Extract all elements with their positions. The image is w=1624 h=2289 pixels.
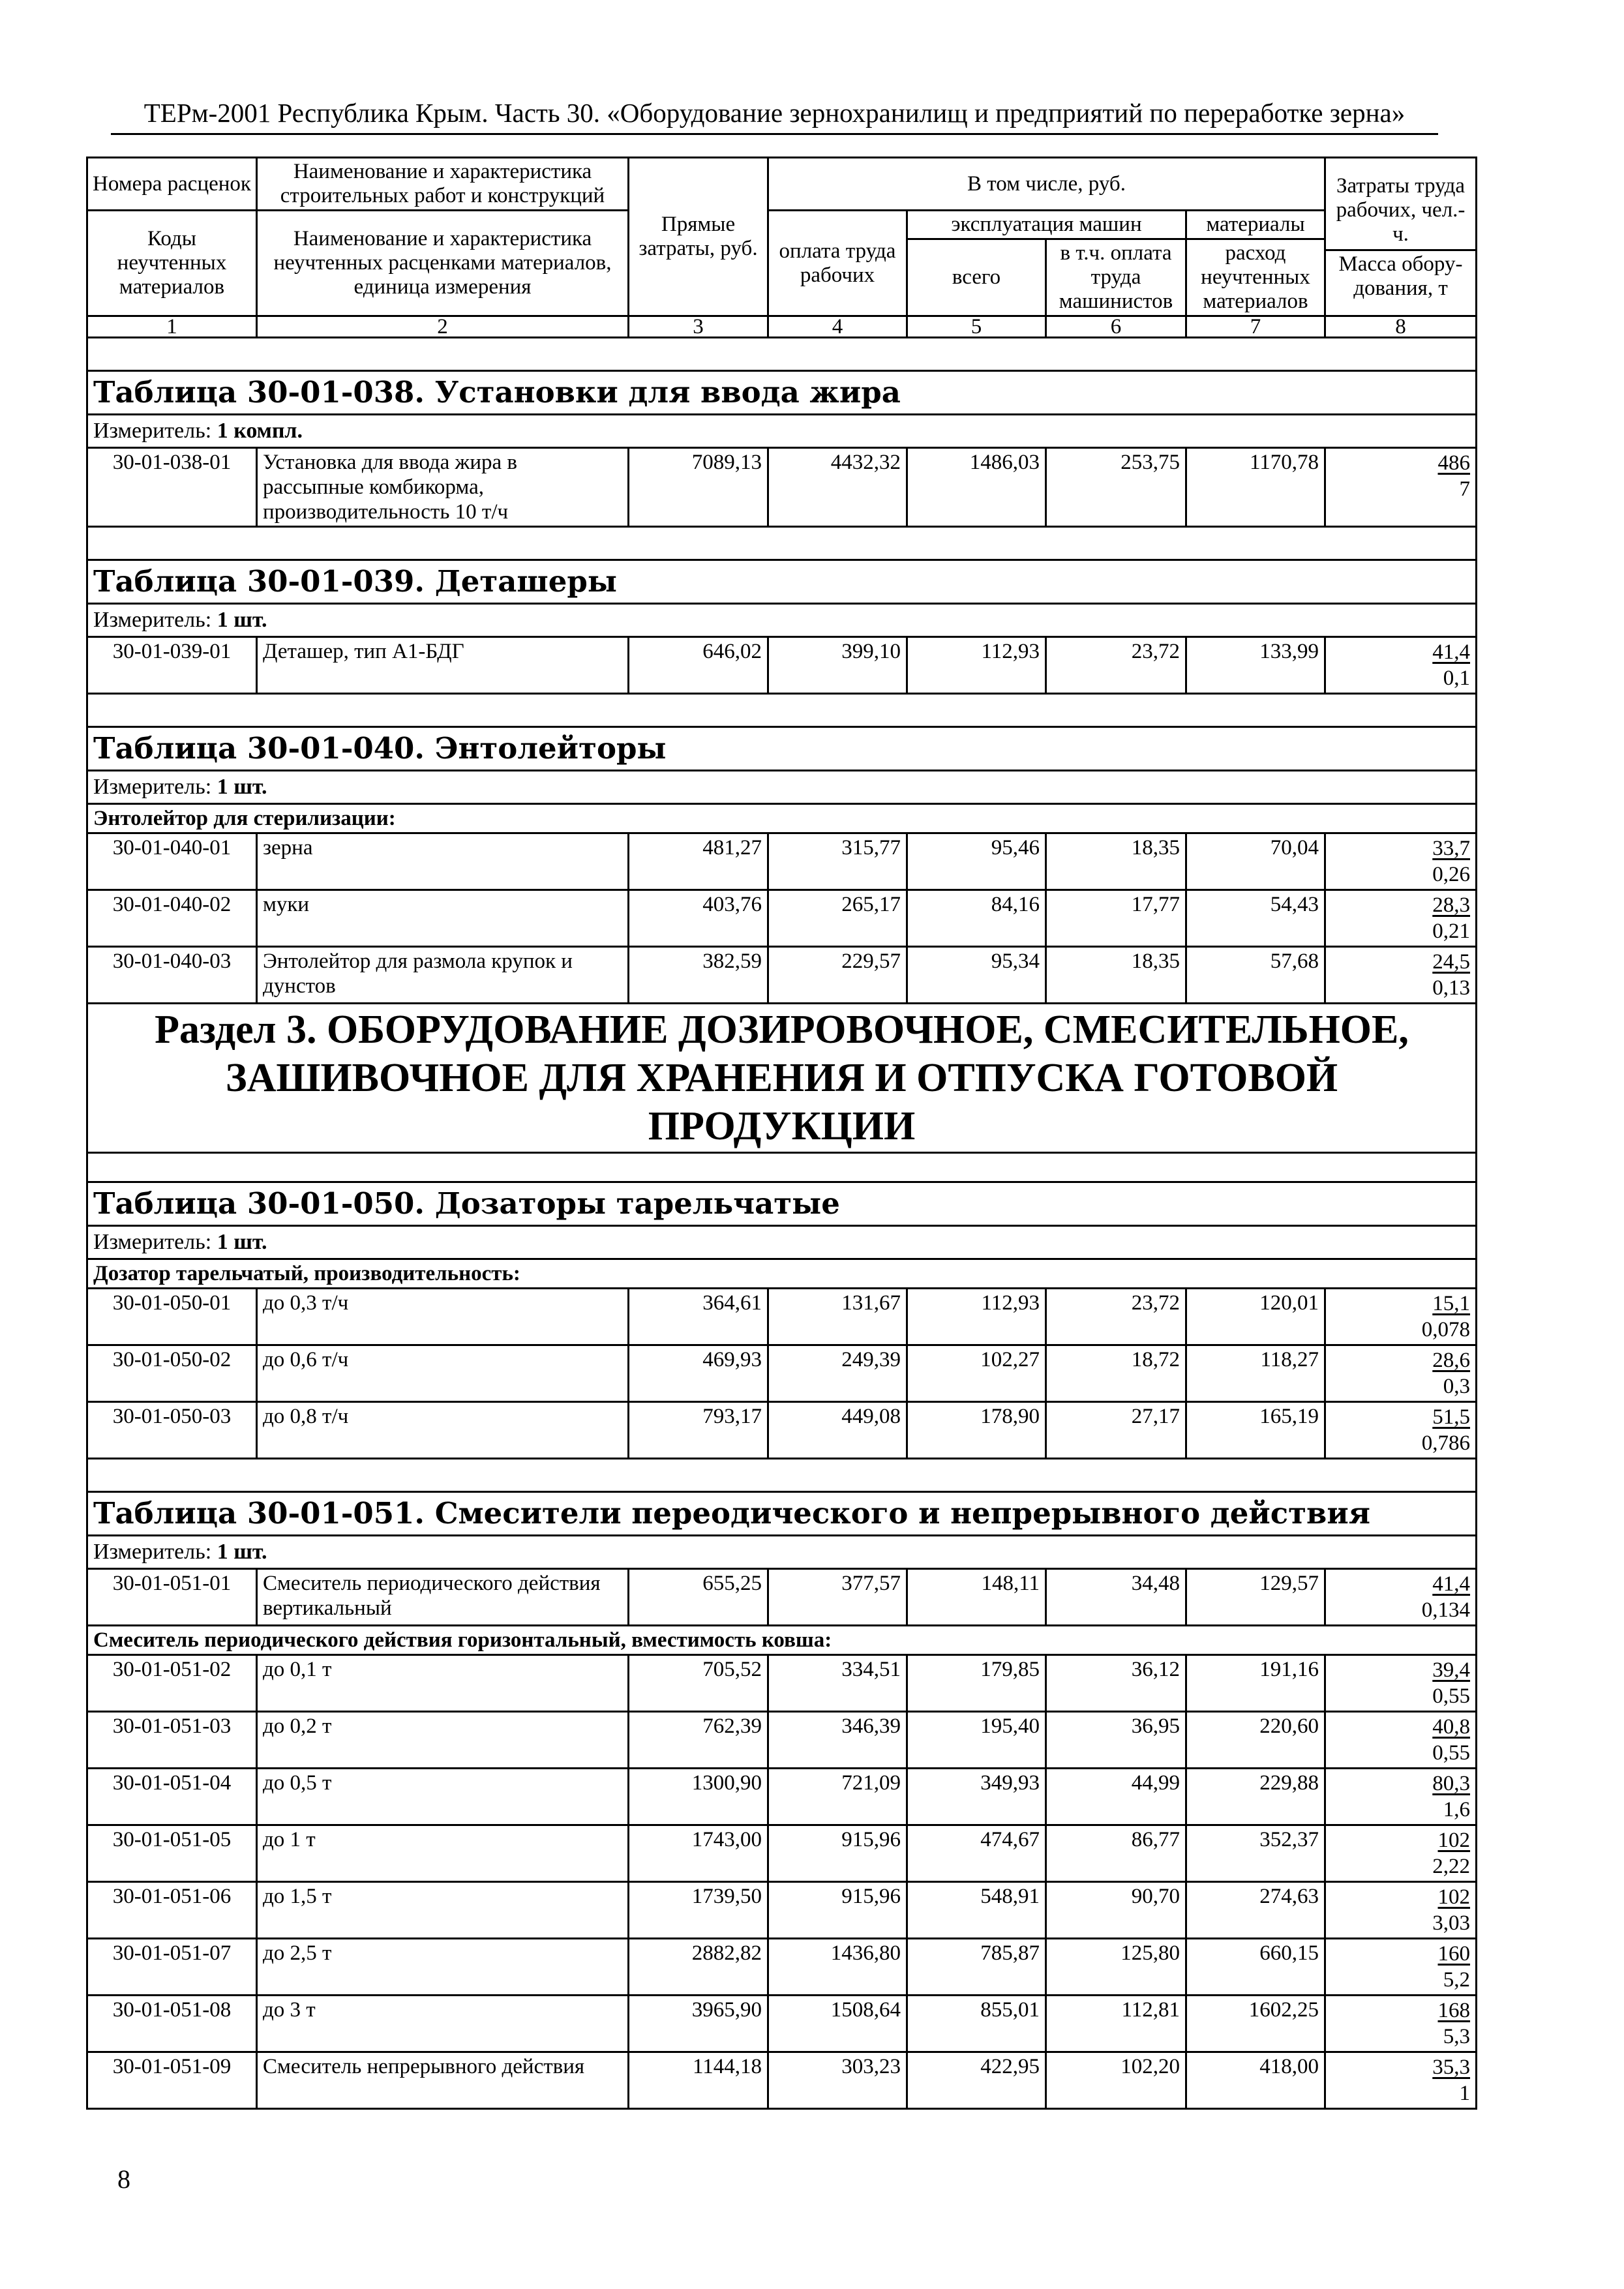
column-number: 3 (629, 316, 768, 338)
rate-name: до 2,5 т (257, 1939, 629, 1996)
rate-name: Установка для ввода жира в рассыпные комбикорма, производительность 10 т/ч (257, 448, 629, 527)
direct-costs: 1144,18 (629, 2052, 768, 2109)
operator-wages: 34,48 (1046, 1569, 1186, 1626)
rate-name: до 3 т (257, 1996, 629, 2052)
operator-wages: 253,75 (1046, 448, 1186, 527)
header-including: В том числе, руб. (768, 158, 1325, 211)
labor-costs: 102 (1437, 1885, 1471, 1909)
labor-mass-cell (1325, 1712, 1477, 1769)
direct-costs: 7089,13 (629, 448, 768, 527)
rate-name: Деташер, тип А1-БДГ (257, 637, 629, 694)
measure-row (87, 604, 1477, 637)
materials-cost: 133,99 (1186, 637, 1325, 694)
direct-costs: 2882,82 (629, 1939, 768, 1996)
table-row (87, 1996, 1477, 2052)
table-row (87, 1402, 1477, 1459)
machines-total: 102,27 (907, 1345, 1046, 1402)
rates-table (86, 157, 1477, 2110)
rates-table-body (87, 158, 1477, 2109)
operator-wages: 44,99 (1046, 1769, 1186, 1825)
table-row (87, 1712, 1477, 1769)
direct-costs: 403,76 (629, 890, 768, 947)
materials-cost: 165,19 (1186, 1402, 1325, 1459)
measure-label: Измеритель: (93, 775, 212, 799)
materials-cost: 220,60 (1186, 1712, 1325, 1769)
table-row (87, 890, 1477, 947)
operator-wages: 27,17 (1046, 1402, 1186, 1459)
rate-code: 30-01-051-01 (87, 1569, 257, 1626)
rate-name: Смеситель непрерывного действия (257, 2052, 629, 2109)
spacer (87, 338, 1477, 371)
machines-total: 422,95 (907, 2052, 1046, 2109)
labor-costs: 486 (1437, 451, 1471, 475)
worker-wages: 1436,80 (768, 1939, 907, 1996)
labor-costs: 35,3 (1432, 2056, 1471, 2079)
worker-wages: 1508,64 (768, 1996, 907, 2052)
spacer-row (87, 527, 1477, 560)
rate-code: 30-01-051-03 (87, 1712, 257, 1769)
machines-total: 112,93 (907, 1289, 1046, 1345)
worker-wages: 915,96 (768, 1825, 907, 1882)
measure-label: Измеритель: (93, 419, 212, 443)
labor-costs: 41,4 (1432, 640, 1471, 664)
rate-name: Энтолейтор для размола крупок и дунстов (257, 947, 629, 1004)
worker-wages: 721,09 (768, 1769, 907, 1825)
worker-wages: 265,17 (768, 890, 907, 947)
table-title: Таблица 30-01-051. Смесители переодического и непрерывного действия (87, 1492, 1477, 1536)
measure-value: 1 компл. (217, 419, 303, 443)
labor-mass-cell (1325, 637, 1477, 694)
rate-code: 30-01-051-06 (87, 1882, 257, 1939)
machines-total: 548,91 (907, 1882, 1046, 1939)
equipment-mass: 2,22 (1432, 1855, 1471, 1878)
spacer-row (87, 694, 1477, 727)
measure-unit (87, 415, 1477, 448)
table-row (87, 1345, 1477, 1402)
table-row (87, 1289, 1477, 1345)
labor-mass-cell (1325, 2052, 1477, 2109)
rate-name: до 1,5 т (257, 1882, 629, 1939)
column-number: 4 (768, 316, 907, 338)
spacer-row (87, 338, 1477, 371)
operator-wages: 36,95 (1046, 1712, 1186, 1769)
spacer (87, 694, 1477, 727)
direct-costs: 1739,50 (629, 1882, 768, 1939)
rate-name: до 0,6 т/ч (257, 1345, 629, 1402)
group-row (87, 1626, 1477, 1655)
operator-wages: 125,80 (1046, 1939, 1186, 1996)
spacer-row (87, 1153, 1477, 1182)
measure-value: 1 шт. (217, 1230, 267, 1254)
machines-total: 1486,03 (907, 448, 1046, 527)
direct-costs: 1300,90 (629, 1769, 768, 1825)
rate-code: 30-01-038-01 (87, 448, 257, 527)
materials-cost: 129,57 (1186, 1569, 1325, 1626)
measure-unit (87, 1226, 1477, 1259)
rate-code: 30-01-051-08 (87, 1996, 257, 2052)
column-numbers-row (87, 316, 1477, 338)
labor-mass-cell (1325, 1655, 1477, 1712)
operator-wages: 90,70 (1046, 1882, 1186, 1939)
worker-wages: 334,51 (768, 1655, 907, 1712)
labor-costs: 80,3 (1432, 1772, 1471, 1795)
table-row (87, 448, 1477, 527)
header-materials: материалы (1186, 211, 1325, 239)
labor-mass-cell (1325, 1569, 1477, 1626)
labor-mass-cell (1325, 833, 1477, 890)
materials-cost: 1602,25 (1186, 1996, 1325, 2052)
measure-label: Измеритель: (93, 608, 212, 632)
direct-costs: 364,61 (629, 1289, 768, 1345)
header-rate-numbers: Номера расценок (87, 158, 257, 211)
direct-costs: 481,27 (629, 833, 768, 890)
table-row (87, 637, 1477, 694)
machines-total: 855,01 (907, 1996, 1046, 2052)
rate-name: до 0,2 т (257, 1712, 629, 1769)
operator-wages: 23,72 (1046, 637, 1186, 694)
column-number: 8 (1325, 316, 1477, 338)
direct-costs: 3965,90 (629, 1996, 768, 2052)
rate-code: 30-01-051-04 (87, 1769, 257, 1825)
machines-total: 179,85 (907, 1655, 1046, 1712)
measure-unit (87, 771, 1477, 804)
page-header: ТЕРм-2001 Республика Крым. Часть 30. «Оборудование зернохранилищ и предприятий по переработке зерна» (111, 97, 1438, 135)
labor-costs: 40,8 (1432, 1715, 1471, 1739)
measure-unit (87, 1536, 1477, 1569)
labor-mass-cell (1325, 1939, 1477, 1996)
worker-wages: 4432,32 (768, 448, 907, 527)
header-row-2 (87, 211, 1477, 239)
equipment-mass: 0,078 (1421, 1318, 1471, 1341)
operator-wages: 36,12 (1046, 1655, 1186, 1712)
machines-total: 474,67 (907, 1825, 1046, 1882)
table-row (87, 1769, 1477, 1825)
machines-total: 195,40 (907, 1712, 1046, 1769)
materials-cost: 191,16 (1186, 1655, 1325, 1712)
worker-wages: 131,67 (768, 1289, 907, 1345)
equipment-mass: 0,55 (1432, 1741, 1471, 1765)
measure-label: Измеритель: (93, 1230, 212, 1254)
labor-mass-cell (1325, 1825, 1477, 1882)
rate-name: до 0,1 т (257, 1655, 629, 1712)
group-row (87, 804, 1477, 833)
labor-mass-cell (1325, 1289, 1477, 1345)
table-title-row (87, 371, 1477, 415)
measure-value: 1 шт. (217, 608, 267, 632)
table-row (87, 947, 1477, 1004)
equipment-mass: 3,03 (1432, 1911, 1471, 1935)
worker-wages: 449,08 (768, 1402, 907, 1459)
spacer (87, 1153, 1477, 1182)
labor-costs: 41,4 (1432, 1572, 1471, 1596)
equipment-mass: 1,6 (1443, 1798, 1471, 1821)
worker-wages: 229,57 (768, 947, 907, 1004)
materials-cost: 54,43 (1186, 890, 1325, 947)
labor-costs: 168 (1437, 1999, 1471, 2022)
table-row (87, 1569, 1477, 1626)
table-row (87, 1882, 1477, 1939)
worker-wages: 346,39 (768, 1712, 907, 1769)
table-row (87, 1655, 1477, 1712)
header-worker-wages: оплата труда рабочих (768, 211, 907, 316)
section-heading-line-2: ЗАШИВОЧНОЕ ДЛЯ ХРАНЕНИЯ И ОТПУСКА ГОТОВОЙ ПРОДУКЦИИ (225, 1056, 1338, 1148)
operator-wages: 18,35 (1046, 833, 1186, 890)
rate-name: до 0,3 т/ч (257, 1289, 629, 1345)
table-title: Таблица 30-01-039. Деташеры (87, 560, 1477, 604)
equipment-mass: 5,3 (1443, 2025, 1471, 2048)
rate-name: до 1 т (257, 1825, 629, 1882)
worker-wages: 315,77 (768, 833, 907, 890)
rate-name: до 0,8 т/ч (257, 1402, 629, 1459)
machines-total: 349,93 (907, 1769, 1046, 1825)
materials-cost: 660,15 (1186, 1939, 1325, 1996)
header-material-names: Наименование и характеристика неучтенных расценками материалов, единица измерения (257, 211, 629, 316)
column-number: 7 (1186, 316, 1325, 338)
labor-costs: 102 (1437, 1829, 1471, 1852)
materials-cost: 418,00 (1186, 2052, 1325, 2109)
materials-cost: 1170,78 (1186, 448, 1325, 527)
column-number: 5 (907, 316, 1046, 338)
table-row (87, 2052, 1477, 2109)
labor-costs: 160 (1437, 1942, 1471, 1966)
labor-mass-cell (1325, 1882, 1477, 1939)
machines-total: 148,11 (907, 1569, 1046, 1626)
direct-costs: 382,59 (629, 947, 768, 1004)
materials-cost: 70,04 (1186, 833, 1325, 890)
operator-wages: 102,20 (1046, 2052, 1186, 2109)
header-unaccounted-materials: расход неучтенных материалов (1186, 239, 1325, 316)
header-labor-costs: Затраты труда рабочих, чел.-ч. (1336, 174, 1466, 246)
materials-cost: 229,88 (1186, 1769, 1325, 1825)
operator-wages: 17,77 (1046, 890, 1186, 947)
labor-costs: 28,3 (1432, 893, 1471, 917)
spacer-row (87, 1459, 1477, 1492)
table-row (87, 1939, 1477, 1996)
rate-code: 30-01-050-02 (87, 1345, 257, 1402)
labor-mass-cell (1325, 1402, 1477, 1459)
labor-costs: 51,5 (1432, 1405, 1471, 1429)
measure-label: Измеритель: (93, 1540, 212, 1564)
rate-name: Смеситель периодического действия вертикальный (257, 1569, 629, 1626)
equipment-mass: 0,3 (1443, 1375, 1471, 1398)
direct-costs: 646,02 (629, 637, 768, 694)
header-equipment-mass: Масса обору-дования, т (1326, 249, 1475, 302)
measure-row (87, 415, 1477, 448)
rate-code: 30-01-051-09 (87, 2052, 257, 2109)
table-title: Таблица 30-01-038. Установки для ввода жира (87, 371, 1477, 415)
column-number: 6 (1046, 316, 1186, 338)
labor-costs: 24,5 (1432, 950, 1471, 974)
materials-cost: 274,63 (1186, 1882, 1325, 1939)
rate-code: 30-01-051-07 (87, 1939, 257, 1996)
group-title: Смеситель периодического действия горизонтальный, вместимость ковша: (87, 1626, 1477, 1655)
direct-costs: 655,25 (629, 1569, 768, 1626)
header-work-name: Наименование и характеристика строительных работ и конструкций (257, 158, 629, 211)
column-number: 2 (257, 316, 629, 338)
equipment-mass: 7 (1459, 477, 1471, 501)
rate-code: 30-01-039-01 (87, 637, 257, 694)
rate-code: 30-01-040-02 (87, 890, 257, 947)
rate-name: до 0,5 т (257, 1769, 629, 1825)
rate-code: 30-01-051-02 (87, 1655, 257, 1712)
table-title-row (87, 1492, 1477, 1536)
direct-costs: 469,93 (629, 1345, 768, 1402)
labor-mass-cell (1325, 1769, 1477, 1825)
table-title-row (87, 1182, 1477, 1226)
materials-cost: 120,01 (1186, 1289, 1325, 1345)
operator-wages: 18,35 (1046, 947, 1186, 1004)
machines-total: 84,16 (907, 890, 1046, 947)
worker-wages: 303,23 (768, 2052, 907, 2109)
labor-mass-cell (1325, 947, 1477, 1004)
measure-row (87, 1226, 1477, 1259)
machines-total: 95,34 (907, 947, 1046, 1004)
machines-total: 178,90 (907, 1402, 1046, 1459)
header-labor-mass (1325, 158, 1477, 316)
section-heading (87, 1004, 1477, 1153)
measure-value: 1 шт. (217, 1540, 267, 1564)
equipment-mass: 0,26 (1432, 863, 1471, 886)
direct-costs: 793,17 (629, 1402, 768, 1459)
direct-costs: 762,39 (629, 1712, 768, 1769)
header-machines-total: всего (907, 239, 1046, 316)
column-number: 1 (87, 316, 257, 338)
worker-wages: 915,96 (768, 1882, 907, 1939)
direct-costs: 705,52 (629, 1655, 768, 1712)
rate-code: 30-01-050-01 (87, 1289, 257, 1345)
measure-value: 1 шт. (217, 775, 267, 799)
table-title-row (87, 727, 1477, 771)
labor-costs: 15,1 (1432, 1292, 1471, 1315)
group-row (87, 1259, 1477, 1289)
header-machine-operation: эксплуатация машин (907, 211, 1186, 239)
equipment-mass: 1 (1459, 2082, 1471, 2105)
rate-code: 30-01-050-03 (87, 1402, 257, 1459)
group-title: Энтолейтор для стерилизации: (87, 804, 1477, 833)
header-row-1 (87, 158, 1477, 211)
machines-total: 112,93 (907, 637, 1046, 694)
page-number: 8 (117, 2164, 130, 2194)
operator-wages: 18,72 (1046, 1345, 1186, 1402)
group-title: Дозатор тарельчатый, производительность: (87, 1259, 1477, 1289)
worker-wages: 399,10 (768, 637, 907, 694)
equipment-mass: 0,13 (1432, 976, 1471, 1000)
labor-costs: 28,6 (1432, 1349, 1471, 1372)
measure-unit (87, 604, 1477, 637)
rate-code: 30-01-040-03 (87, 947, 257, 1004)
labor-mass-cell (1325, 448, 1477, 527)
equipment-mass: 0,1 (1443, 666, 1471, 690)
table-row (87, 833, 1477, 890)
header-direct-costs: Прямые затраты, руб. (629, 158, 768, 316)
measure-row (87, 771, 1477, 804)
operator-wages: 23,72 (1046, 1289, 1186, 1345)
worker-wages: 377,57 (768, 1569, 907, 1626)
equipment-mass: 0,55 (1432, 1684, 1471, 1708)
operator-wages: 86,77 (1046, 1825, 1186, 1882)
worker-wages: 249,39 (768, 1345, 907, 1402)
spacer (87, 527, 1477, 560)
machines-total: 785,87 (907, 1939, 1046, 1996)
section-heading-line-1: Раздел 3. ОБОРУДОВАНИЕ ДОЗИРОВОЧНОЕ, СМЕСИТЕЛЬНОЕ, (155, 1008, 1409, 1052)
materials-cost: 57,68 (1186, 947, 1325, 1004)
operator-wages: 112,81 (1046, 1996, 1186, 2052)
labor-mass-cell (1325, 1996, 1477, 2052)
equipment-mass: 0,134 (1421, 1598, 1471, 1622)
table-title: Таблица 30-01-050. Дозаторы тарельчатые (87, 1182, 1477, 1226)
equipment-mass: 0,21 (1432, 920, 1471, 943)
table-title: Таблица 30-01-040. Энтолейторы (87, 727, 1477, 771)
labor-costs: 39,4 (1432, 1658, 1471, 1682)
rate-code: 30-01-040-01 (87, 833, 257, 890)
section-heading-row (87, 1004, 1477, 1153)
materials-cost: 352,37 (1186, 1825, 1325, 1882)
rate-code: 30-01-051-05 (87, 1825, 257, 1882)
direct-costs: 1743,00 (629, 1825, 768, 1882)
table-title-row (87, 560, 1477, 604)
labor-mass-cell (1325, 890, 1477, 947)
header-material-codes: Коды неучтенных материалов (87, 211, 257, 316)
spacer (87, 1459, 1477, 1492)
rate-name: зерна (257, 833, 629, 890)
labor-mass-cell (1325, 1345, 1477, 1402)
table-row (87, 1825, 1477, 1882)
labor-costs: 33,7 (1432, 837, 1471, 860)
rate-name: муки (257, 890, 629, 947)
measure-row (87, 1536, 1477, 1569)
header-operator-wages: в т.ч. оплата труда машинистов (1046, 239, 1186, 316)
machines-total: 95,46 (907, 833, 1046, 890)
equipment-mass: 0,786 (1421, 1431, 1471, 1455)
materials-cost: 118,27 (1186, 1345, 1325, 1402)
equipment-mass: 5,2 (1443, 1968, 1471, 1992)
